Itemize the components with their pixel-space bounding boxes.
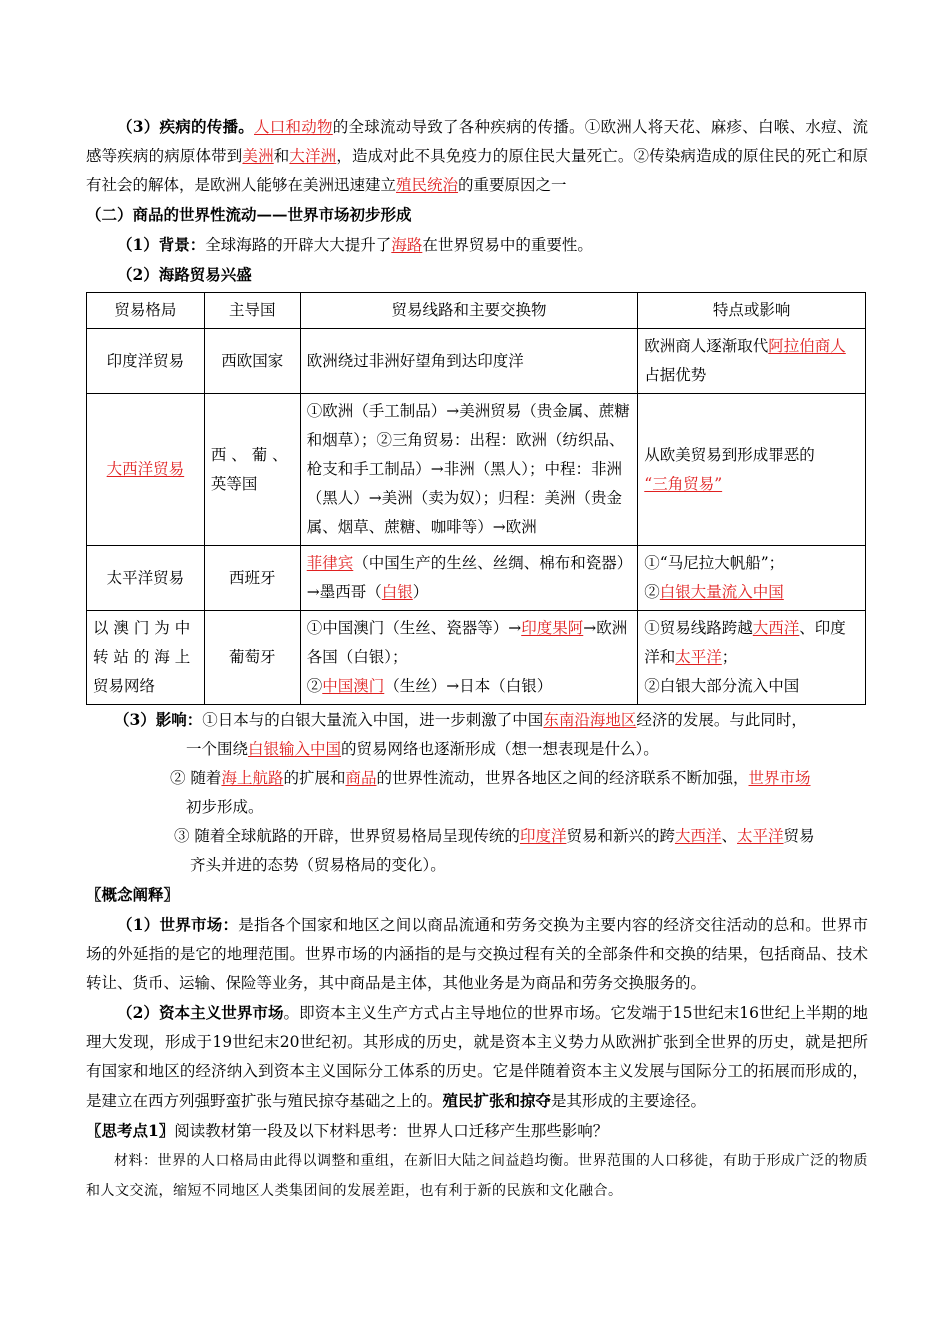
table-row	[87, 394, 866, 546]
keyword-atlantic-ocean: 大西洋	[674, 827, 722, 845]
disease-paragraph	[86, 112, 868, 200]
keyword-southeast-coast: 东南沿海地区	[543, 711, 637, 729]
text: ①中国澳门（生丝、瓷器等）→	[306, 619, 522, 637]
table-cell	[300, 611, 638, 705]
keyword-people-animals: 人口和动物	[254, 118, 333, 136]
text: ③ 随着全球航路的开辟，世界贸易格局呈现传统的	[174, 827, 520, 845]
impact-item-3	[86, 822, 868, 851]
impact-label: （3）影响：	[114, 710, 203, 729]
text: 贸易	[783, 827, 815, 845]
think-question: 阅读教材第一段及以下材料思考：世界人口迁移产生那些影响？	[174, 1122, 609, 1140]
table-header-cell: 贸易格局	[87, 293, 205, 329]
keyword-arab-merchants: 阿拉伯商人	[768, 337, 846, 355]
table-cell	[87, 394, 205, 546]
text: 是指各个国家和地区之间以商品流通和劳务交换为主要内容的经济交往活动的总和。世界市场的外延指的是它的地理范围。世界市场的内涵指的是与交换过程有关的全部条件和交换的结果，包括商品、技术转让、货币、运输、保险等业务，其中商品是主体，其他业务是为商品和劳务交换服务的。	[86, 916, 868, 992]
text: （生丝）→日本（白银）	[384, 677, 553, 695]
concept-heading: 〖概念阐释〗	[86, 885, 180, 904]
table-header-cell: 主导国	[204, 293, 300, 329]
table-cell: 印度洋贸易	[87, 329, 205, 394]
table-header-cell: 特点或影响	[638, 293, 866, 329]
think-point	[86, 1116, 868, 1146]
table-row	[87, 611, 866, 705]
concept-paragraph-1	[86, 910, 868, 998]
text: 、印度洋和	[644, 619, 846, 666]
keyword-philippines: 菲律宾	[306, 554, 354, 572]
text: 的贸易网络也逐渐形成（想一想表现是什么）。	[341, 740, 659, 758]
table-cell: 太平洋贸易	[87, 546, 205, 611]
impact-item-2	[86, 764, 868, 793]
text: 在世界贸易中的重要性。	[422, 236, 593, 254]
text: ② 随着	[170, 769, 222, 787]
keyword-pacific-ocean: 太平洋	[737, 827, 784, 845]
table-header-row	[87, 293, 866, 329]
table-row	[87, 546, 866, 611]
text: 贸易和新兴的跨	[566, 827, 675, 845]
table-cell	[638, 394, 866, 546]
keyword-atlantic: 大西洋	[752, 619, 800, 637]
text: 是其形成的主要途径。	[551, 1092, 707, 1110]
keyword-colonial-rule: 殖民统治	[396, 176, 459, 194]
text: 全球海路的开辟大大提升了	[205, 236, 392, 254]
table-row	[87, 329, 866, 394]
think-label: 〖思考点1〗	[86, 1121, 175, 1140]
text: （中国生产的生丝、丝绸、棉布和瓷器）→墨西哥（	[306, 554, 625, 601]
material-paragraph: 材料：世界的人口格局由此得以调整和重组，在新旧大陆之间益趋均衡。世界范围的人口移徙，有助于形成广泛的物质和人文交流，缩短不同地区人类集团间的发展差距，也有利于新的民族和文化融合。	[86, 1153, 868, 1199]
concept-label-1: （1）世界市场：	[117, 915, 239, 934]
impact-block	[86, 705, 868, 880]
background-paragraph	[86, 230, 868, 260]
impact-item-3-cont: 齐头并进的态势（贸易格局的变化）。	[190, 856, 446, 874]
keyword-sea-lanes: 海上航路	[221, 769, 284, 787]
trade-heading: （2）海路贸易兴盛	[117, 265, 252, 284]
text: →欧洲各国（白银）；	[306, 619, 628, 666]
keyword-silver: 白银	[381, 583, 413, 601]
table-cell: 西班牙	[204, 546, 300, 611]
impact-item-1	[86, 705, 868, 735]
table-cell: 西欧国家	[204, 329, 300, 394]
table-cell: 葡萄牙	[204, 611, 300, 705]
background-label: （1）背景：	[117, 235, 206, 254]
table-cell: 西 、 葡 、英等国	[204, 394, 300, 546]
text: ）	[412, 583, 429, 601]
table-cell	[638, 611, 866, 705]
text: 的世界性流动，世界各地区之间的经济联系不断加强，	[376, 769, 749, 787]
keyword-americas: 美洲	[242, 147, 274, 165]
keyword-atlantic-trade: 大西洋贸易	[106, 460, 185, 478]
text: ②	[644, 583, 660, 601]
keyword-macau: 中国澳门	[322, 677, 385, 695]
text: 一个围绕	[186, 740, 249, 758]
text: ；	[721, 648, 738, 666]
text: 。即资本主义生产方式占主导地位的世界市场。它发端于15世纪末16世纪上半期的地理大发现，形成于19世纪末20世纪初。其形成的历史，就是资本主义势力从欧洲扩张到全世界的历史，就是把所有国家和地区的经济纳入到资本主义国际分工体系的历史。它是伴随着资本主义发展与国际分工的拓展而形成的，是建立在西方列强野蛮扩张与殖民掠夺基础之上的。	[86, 1004, 868, 1110]
table-cell	[638, 329, 866, 394]
text: 的扩展和	[283, 769, 346, 787]
keyword-goa: 印度果阿	[521, 619, 584, 637]
keyword-sea-route: 海路	[391, 236, 423, 254]
text: 的重要原因之一	[458, 176, 567, 194]
keyword-oceania: 大洋洲	[289, 147, 337, 165]
text: 从欧美贸易到形成罪恶的	[644, 445, 815, 464]
concept-label-2: （2）资本主义世界市场	[117, 1003, 284, 1022]
text: ①日本与的白银大量流入中国，进一步刺激了中国	[202, 711, 544, 729]
text: ，造成对此不具免疫力的原住民大量死亡。②传染病造成的原住民的死亡和原有社会的解体，是欧洲人能够在美洲迅速建立	[86, 147, 868, 194]
table-cell: 欧洲绕过非洲好望角到达印度洋	[300, 329, 638, 394]
keyword-world-market: 世界市场	[748, 769, 811, 787]
text: ①贸易线路跨越	[644, 619, 753, 637]
text: 欧洲商人逐渐取代	[644, 337, 769, 355]
text: 和	[273, 147, 290, 165]
table-cell: ①欧洲（手工制品）→美洲贸易（贵金属、蔗糖和烟草）；②三角贸易：出程：欧洲（纺织品、枪支和手工制品）→非洲（黑人）；中程：非洲（黑人）→美洲（卖为奴）；归程：美洲（贵金属、烟草、蔗糖、咖啡等）→欧洲	[300, 394, 638, 546]
text: 占据优势	[644, 366, 707, 384]
keyword-goods: 商品	[345, 769, 377, 787]
concept-paragraph-2	[86, 998, 868, 1116]
text: ②	[306, 677, 323, 695]
text: ①“马尼拉大帆船”；	[644, 554, 785, 572]
keyword-triangle-trade: “三角贸易”	[644, 474, 723, 493]
trade-table	[86, 292, 866, 705]
keyword-pacific: 太平洋	[675, 648, 722, 666]
table-cell	[300, 546, 638, 611]
document-page	[86, 112, 868, 1206]
bold-keyword: 殖民扩张和掠夺	[442, 1091, 552, 1110]
impact-item-1-cont	[86, 735, 868, 764]
table-cell: 以 澳 门 为 中 转 站 的 海 上 贸易网络	[87, 611, 205, 705]
disease-label: （3）疾病的传播。	[117, 117, 255, 136]
impact-item-2-cont: 初步形成。	[186, 798, 264, 816]
keyword-silver-inflow: 白银大量流入中国	[659, 583, 784, 601]
keyword-silver-import: 白银输入中国	[248, 740, 342, 758]
text: ②白银大部分流入中国	[644, 677, 800, 695]
table-cell	[638, 546, 866, 611]
section-two-heading: （二）商品的世界性流动——世界市场初步形成	[86, 205, 412, 224]
keyword-indian-ocean: 印度洋	[519, 827, 567, 845]
text: 经济的发展。与此同时，	[636, 711, 807, 729]
text: 的全球流动导致了各种疾病的传播。①欧洲人将天花、麻疹、白喉、水痘、流感等疾病的病原体带到	[86, 118, 868, 165]
table-header-cell: 贸易线路和主要交换物	[300, 293, 638, 329]
text: 、	[721, 827, 737, 845]
